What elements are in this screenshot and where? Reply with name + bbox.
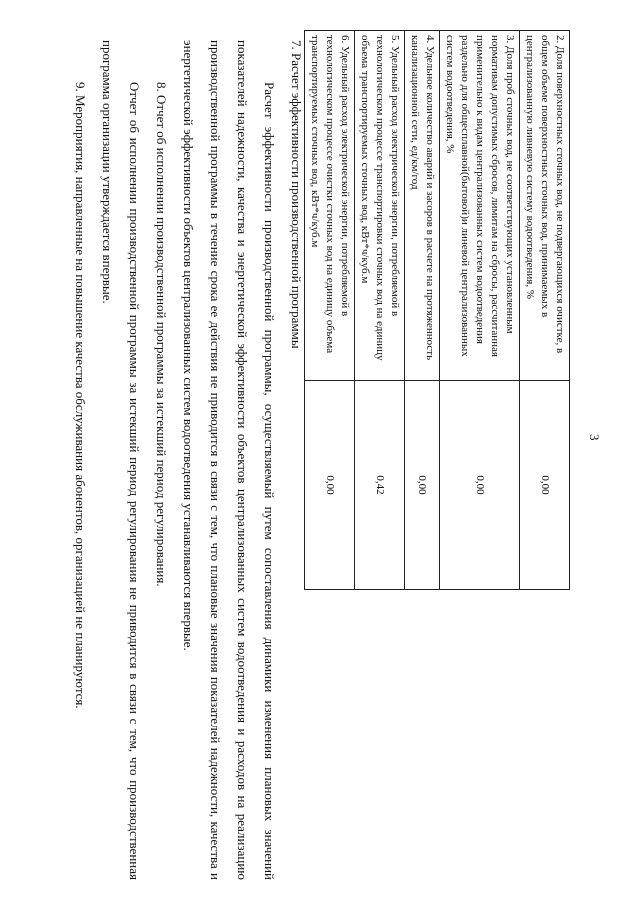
indicator-value: 0,00: [440, 381, 520, 590]
indicator-label: 6. Удельный расход электрической энергии, потребляемой в технологическом процессе очистки сточных вод на единицу объема транспортируемых сточных вод, кВт*ч/куб.м: [305, 31, 355, 381]
section-8-heading: 8. Отчет об исполнении производственной программы за истекший период регулирования.: [154, 82, 169, 587]
indicator-label: 4. Удельное количество аварий и засоров в расчете на протяженность канализационной сети, ед/км/год: [405, 31, 440, 381]
section-9-heading: 9. Мероприятия, направленные на повышение качества обслуживания абонентов, организацией не планируются.: [73, 82, 88, 709]
table-row: [405, 31, 440, 590]
page-number: 3: [587, 434, 602, 441]
section-8-body: Отчет об исполнении производственной программы за истекший период регулирования не приводится в связи с тем, что производственная программа организации утверждается впервые.: [100, 40, 142, 880]
indicators-table: [304, 30, 570, 590]
table-row: [305, 31, 355, 590]
document-body: [67, 40, 310, 880]
indicator-label: 2. Доля поверхностных сточных вод, не подвергающихся очистке, в общем объеме поверхностных сточных вод, принимаемых в централизованную ливневую систему водоотведения, %: [520, 31, 570, 381]
indicator-value: 0,42: [355, 381, 405, 590]
table-row: [355, 31, 405, 590]
indicator-label: 3. Доля проб сточных вод, не соответствующих установленным нормативам допустимых сбросов, лимитам на сбросы, рассчитанная применительно к видам централизованных систем водоотведения раздельно для общесплавной(бытовой)и линевой централизованных систем водоотведения, %: [440, 31, 520, 381]
indicator-value: 0,00: [305, 381, 355, 590]
table-row: [520, 31, 570, 590]
section-7-body: Расчет эффективности производственной программы, осуществляемый путем сопоставления динамики изменения плановых значений показателей надежности, качества и энергетической эффективности объектов централизованных систем водоотведения и расходов на реализацию производственной программы в течение срока ее действия не приводится в связи с тем, что плановые значения показателей надежности, качества и энергетической эффективности объектов централизованных систем водоотведения устанавливаются впервые.: [181, 40, 277, 880]
indicator-value: 0,00: [405, 381, 440, 590]
table-row: [440, 31, 520, 590]
section-7-heading: 7. Расчет эффективности производственной программы: [289, 40, 304, 349]
indicator-value: 0,00: [520, 381, 570, 590]
indicator-label: 5. Удельный расход электрической энергии, потребляемой в технологическом процессе транспортировки сточных вод на единицу объема транспортируемых сточных вод, кВт*ч/куб.м: [355, 31, 405, 381]
